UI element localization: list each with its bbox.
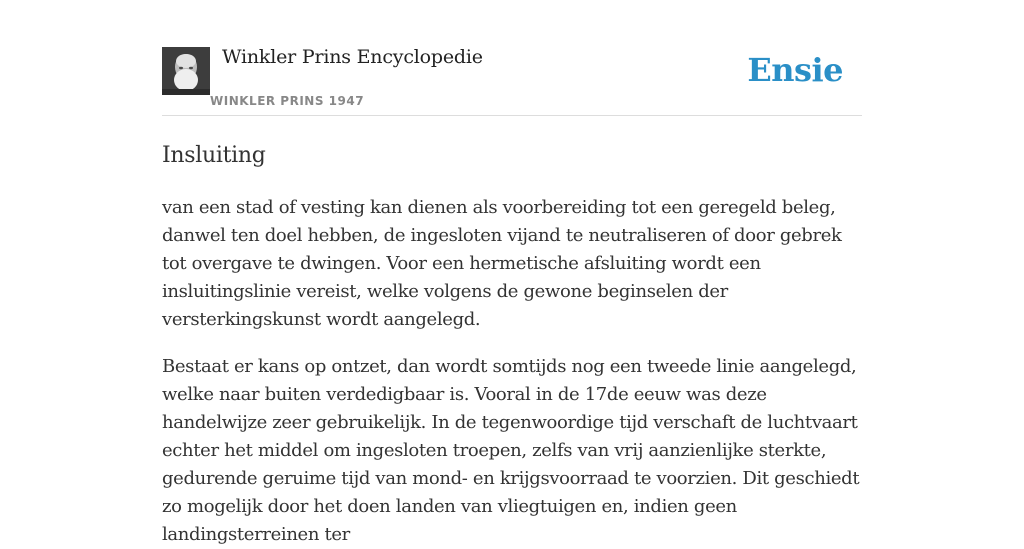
article-body	[162, 194, 862, 549]
collection-label[interactable]: WINKLER PRINS 1947	[210, 94, 365, 108]
author-name[interactable]: Winkler Prins Encyclopedie	[222, 46, 483, 68]
article-header	[162, 0, 862, 116]
article-paragraph: van een stad of vesting kan dienen als voorbereiding tot een geregeld beleg, danwel ten doel hebben, de ingesloten vijand te neutraliseren of door gebrek tot overgave te dwingen. Voor een hermetische afsluiting wordt een insluitingslinie vereist, welke volgens de gewone beginselen der versterkingskunst wordt aangelegd.	[162, 197, 842, 330]
brand-logo[interactable]: Ensie	[747, 51, 843, 89]
author-portrait-icon	[162, 47, 210, 95]
article-paragraph: Bestaat er kans op ontzet, dan wordt somtijds nog een tweede linie aangelegd, welke naar buiten verdedigbaar is. Vooral in de 17de eeuw was deze handelwijze zeer gebruikelijk. In de tegenwoordige tijd verschaft de luchtvaart echter het middel om ingesloten troepen, zelfs van vrij aanzienlijke sterkte, gedurende geruime tijd van mond- en krijgsvoorraad te voorzien. Dit geschiedt zo mogelijk door het doen landen van vliegtuigen en, indien geen landingsterreinen ter	[162, 356, 860, 545]
article-container	[162, 0, 862, 549]
avatar[interactable]	[162, 47, 210, 95]
article-title: Insluiting	[162, 143, 266, 168]
